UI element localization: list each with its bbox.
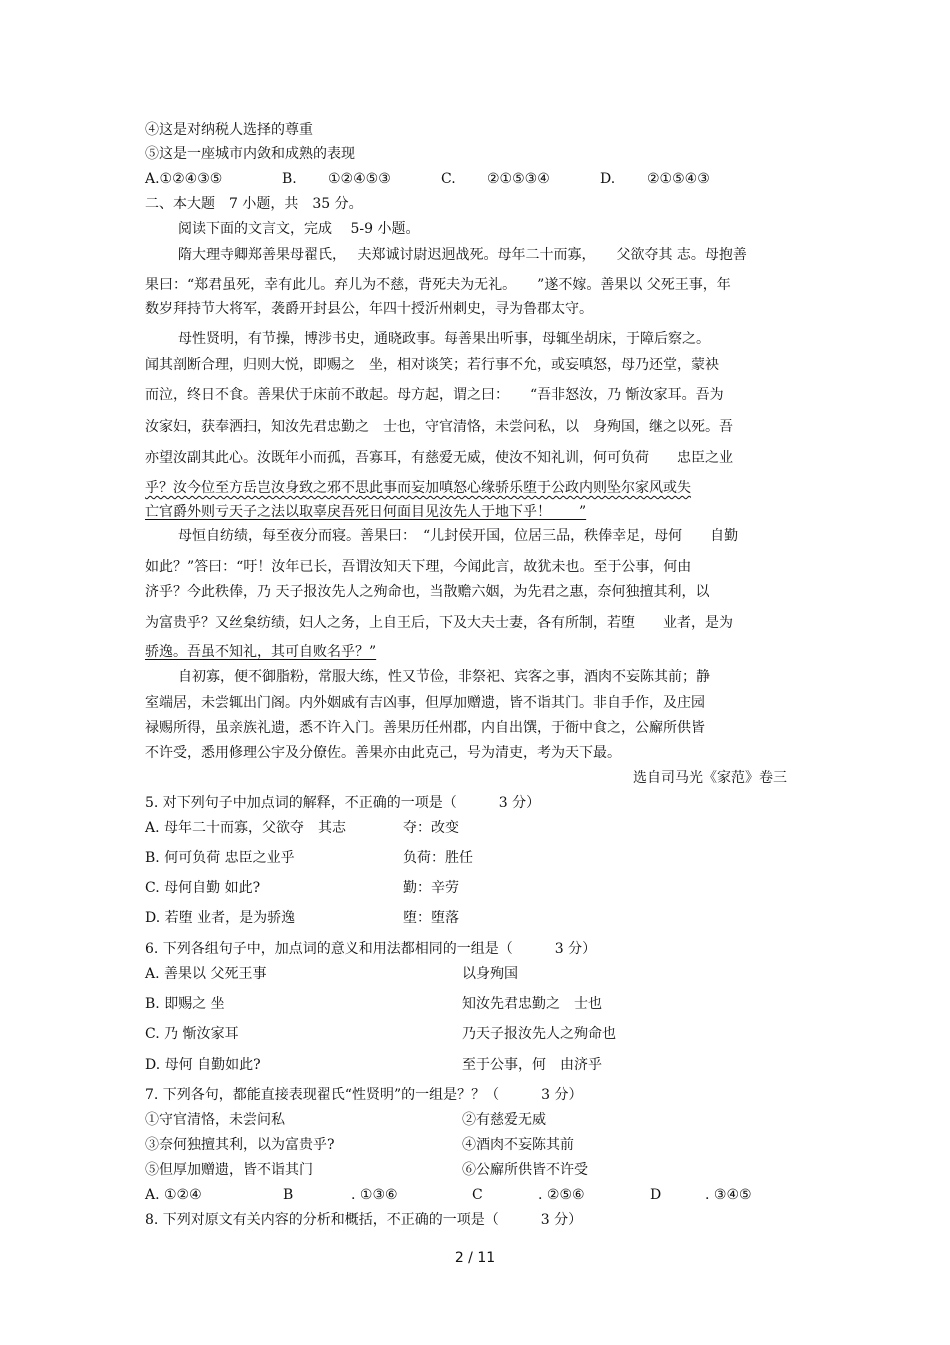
source-citation: 选自司马光《家范》卷三 <box>633 770 787 786</box>
q6-option-b: B. 即赐之 坐 <box>145 996 225 1012</box>
q7-item: ③奈何独擅其利，以为富贵乎? <box>145 1137 335 1153</box>
text-line: ⑤这是一座城市内敛和成熟的表现 <box>145 146 355 162</box>
option-b: B. <box>282 171 297 187</box>
option-c: C <box>472 1187 483 1203</box>
option-b-text: . ①③⑥ <box>351 1187 398 1203</box>
q6-option-d: D. 母何 自勤如此? <box>145 1057 261 1073</box>
passage-line: 如此？”答曰：“吁！汝年已长，吾谓汝知天下理，今闻此言，故犹未也。至于公事，何由 <box>145 559 692 575</box>
passage-line-wavy-underlined: 乎？汝今位至方岳岂汝身致之邪不思此事而妄加嗔怒心缘骄乐堕于公政内则坠尔家风或失 <box>145 480 691 496</box>
passage-line: 而泣，终日不食。善果伏于床前不敢起。母方起，谓之曰： “吾非怒汝，乃 惭汝家耳。吾为 <box>145 387 724 403</box>
option-c-text: . ②⑤⑥ <box>538 1187 585 1203</box>
passage-line: 汝家妇，获奉洒扫，知汝先君忠勤之 士也，守官清恪，未尝问私，以 身殉国，继之以死。吾 <box>145 419 733 435</box>
option-d: D. <box>600 171 616 187</box>
passage-line: 济乎？今此秩俸，乃 天子报汝先人之殉命也，当散赡六姻，为先君之惠，奈何独擅其利，以 <box>145 584 710 600</box>
q4-options <box>145 170 785 188</box>
q6-option-a-compare: 以身殉国 <box>462 966 518 982</box>
q6-option-c-compare: 乃天子报汝先人之殉命也 <box>462 1026 616 1042</box>
question-7: 7. 下列各句，都能直接表现翟氏“性贤明”的一组是？？（ 3 分） <box>145 1087 583 1103</box>
passage-line: 不许受，悉用修理公宇及分僚佐。善果亦由此克己，号为清吏，考为天下最。 <box>145 745 621 761</box>
option-b-text: ①②④⑤③ <box>328 171 391 187</box>
q5-option-a: A. 母年二十而寡，父欲夺 其志 <box>145 820 347 836</box>
passage-line: 为富贵乎？又丝枲纺绩，妇人之务，上自王后，下及大夫士妻，各有所制，若堕 业者，是为 <box>145 615 733 631</box>
q5-option-a-gloss: 夺：改变 <box>403 820 459 836</box>
q7-item: ④酒肉不妄陈其前 <box>462 1137 574 1153</box>
q5-option-c: C. 母何自勤 如此? <box>145 880 261 896</box>
q7-item: ②有慈爱无威 <box>462 1112 546 1128</box>
q5-option-b: B. 何可负荷 忠臣之业乎 <box>145 850 295 866</box>
q6-option-c: C. 乃 惭汝家耳 <box>145 1026 239 1042</box>
option-a: A. ①②④ <box>145 1187 202 1203</box>
option-d-text: . ③④⑤ <box>705 1187 752 1203</box>
q5-option-b-gloss: 负荷：胜任 <box>403 850 473 866</box>
q7-item: ⑥公廨所供皆不许受 <box>462 1162 588 1178</box>
passage-line: 母性贤明，有节操，博涉书史，通晓政事。每善果出听事，母辄坐胡床，于障后察之。 <box>178 331 710 347</box>
question-5: 5. 对下列句子中加点词的解释，不正确的一项是（ 3 分） <box>145 795 541 811</box>
q6-option-b-compare: 知汝先君忠勤之 士也 <box>462 996 602 1012</box>
question-6: 6. 下列各组句子中，加点词的意义和用法都相同的一组是（ 3 分） <box>145 941 597 957</box>
passage-line: 亦望汝副其此心。汝既年小而孤，吾寡耳，有慈爱无威，使汝不知礼训，何可负荷 忠臣之业 <box>145 450 733 466</box>
q7-item: ①守官清恪，未尝问私 <box>145 1112 285 1128</box>
section-heading: 二、本大题 7 小题，共 35 分。 <box>145 196 363 212</box>
q7-options <box>145 1186 785 1204</box>
passage-line-underlined: 亡官爵外则亏天子之法以取辜戾吾死日何面目见汝先人于地下乎！ ” <box>145 504 587 520</box>
passage-line: 数岁拜持节大将军，袭爵开封县公，年四十授沂州刺史，寻为鲁郡太守。 <box>145 301 593 317</box>
passage-line-underlined: 骄逸。吾虽不知礼，其可自败名乎？” <box>145 644 377 660</box>
option-d-text: ②①⑤④③ <box>647 171 710 187</box>
passage-line: 果曰：“郑君虽死，幸有此儿。弃儿为不慈，背死夫为无礼。 ”遂不嫁。善果以 父死王事，年 <box>145 277 731 293</box>
q5-option-c-gloss: 勤：辛劳 <box>403 880 459 896</box>
option-c: C. <box>441 171 456 187</box>
passage-line: 自初寡，便不御脂粉，常服大练，性又节俭，非祭祀、宾客之事，酒肉不妄陈其前；静 <box>178 669 710 685</box>
q5-option-d-gloss: 堕：堕落 <box>403 910 459 926</box>
q7-item: ⑤但厚加赠遗，皆不诣其门 <box>145 1162 313 1178</box>
passage-line: 禄赐所得，虽亲族礼遗，悉不许入门。善果历任州郡，内自出馔，于衙中食之，公廨所供皆 <box>145 720 705 736</box>
reading-intro: 阅读下面的文言文，完成 5-9 小题。 <box>178 221 420 237</box>
passage-line: 隋大理寺卿郑善果母翟氏， 夫郑诚讨尉迟迥战死。母年二十而寡， 父欲夺其 志。母抱善 <box>178 247 747 263</box>
q6-option-a: A. 善果以 父死王事 <box>145 966 267 982</box>
text-line: ④这是对纳税人选择的尊重 <box>145 122 313 138</box>
option-b: B <box>283 1187 294 1203</box>
passage-line: 室端居，未尝辄出门阁。内外姻戚有吉凶事，但厚加赠遗，皆不诣其门。非自手作，及庄园 <box>145 695 705 711</box>
option-d: D <box>650 1187 662 1203</box>
passage-line: 闻其剖断合理，归则大悦，即赐之 坐，相对谈笑；若行事不允，或妄嗔怒，母乃还堂，蒙袂 <box>145 357 719 373</box>
q6-option-d-compare: 至于公事，何 由济乎 <box>462 1057 602 1073</box>
q5-option-d: D. 若堕 业者，是为骄逸 <box>145 910 296 926</box>
option-a: A.①②④③⑤ <box>145 171 223 187</box>
page-number: 2 / 11 <box>454 1250 496 1266</box>
option-c-text: ②①⑤③④ <box>487 171 550 187</box>
question-8: 8. 下列对原文有关内容的分析和概括，不正确的一项是（ 3 分） <box>145 1212 583 1228</box>
passage-line: 母恒自纺绩，每至夜分而寝。善果曰： “儿封侯开国，位居三品，秩俸幸足，母何 自勤 <box>178 528 739 544</box>
